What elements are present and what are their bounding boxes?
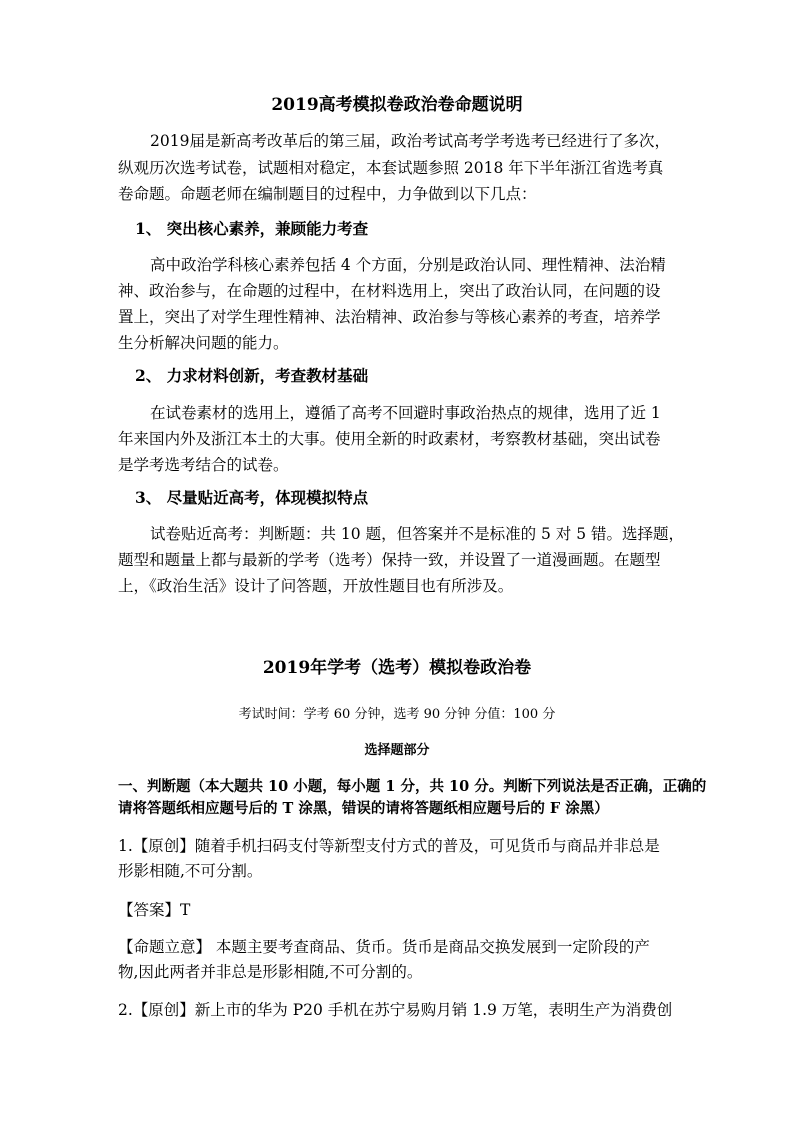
question-1-rationale-line: 【命题立意】 本题主要考查商品、货币。货币是商品交换发展到一定阶段的产 <box>118 938 650 956</box>
section-line: 年来国内外及浙江本土的大事。使用全新的时政素材，考察教材基础，突出试卷 <box>118 430 661 448</box>
intro-title: 2019高考模拟卷政治卷命题说明 <box>271 95 523 115</box>
intro-line: 纵观历次选考试卷，试题相对稳定，本套试题参照 2018 年下半年浙江省选考真 <box>118 159 664 177</box>
section-line: 置上，突出了对学生理性精神、法治精神、政治参与等核心素养的考查，培养学 <box>118 308 661 326</box>
question-2-line: 2.【原创】新上市的华为 P20 手机在苏宁易购月销 1.9 万笔，表明生产为消费创 <box>118 1001 673 1019</box>
question-1-rationale-line: 物,因此两者并非总是形影相随,不可分割的。 <box>118 963 423 981</box>
section-heading: 2、 力求材料创新，考查教材基础 <box>135 366 369 385</box>
section-line: 是学考选考结合的试卷。 <box>118 456 289 474</box>
exam-title: 2019年学考（选考）模拟卷政治卷 <box>262 658 532 678</box>
section-line: 在试卷素材的选用上，遵循了高考不回避时事政治热点的规律，选用了近 1 <box>150 404 661 422</box>
intro-line: 2019届是新高考改革后的第三届，政治考试高考学考选考已经进行了多次， <box>150 132 670 150</box>
instructions-line: 请将答题纸相应题号后的 T 涂黑，错误的请将答题纸相应题号后的 F 涂黑） <box>118 800 609 817</box>
exam-part: 选择题部分 <box>364 743 430 758</box>
question-1-line: 形影相随,不可分割。 <box>118 862 263 880</box>
question-1-line: 1.【原创】随着手机扫码支付等新型支付方式的普及，可见货币与商品并非总是 <box>118 837 660 855</box>
section-heading: 1、 突出核心素养，兼顾能力考查 <box>135 219 369 238</box>
section-line: 神、政治参与，在命题的过程中，在材料选用上，突出了政治认同，在问题的设 <box>118 282 661 300</box>
intro-line: 卷命题。命题老师在编制题目的过程中，力争做到以下几点： <box>118 185 537 203</box>
section-line: 试卷贴近高考：判断题：共 10 题，但答案并不是标准的 5 对 5 错。选择题， <box>150 525 685 543</box>
section-line: 题型和题量上都与最新的学考（选考）保持一致，并设置了一道漫画题。在题型 <box>118 551 661 569</box>
section-line: 生分析解决问题的能力。 <box>118 334 289 352</box>
exam-meta: 考试时间：学考 60 分钟，选考 90 分钟 分值：100 分 <box>238 707 556 722</box>
instructions-line: 一、判断题（本大题共 10 小题，每小题 1 分，共 10 分。判断下列说法是否正确，正确的 <box>118 778 707 795</box>
question-1-answer: 【答案】T <box>118 901 191 919</box>
section-line: 高中政治学科核心素养包括 4 个方面，分别是政治认同、理性精神、法治精 <box>150 256 666 274</box>
section-line: 上，《政治生活》设计了问答题，开放性题目也有所涉及。 <box>118 577 514 595</box>
section-heading: 3、 尽量贴近高考，体现模拟特点 <box>135 488 369 507</box>
